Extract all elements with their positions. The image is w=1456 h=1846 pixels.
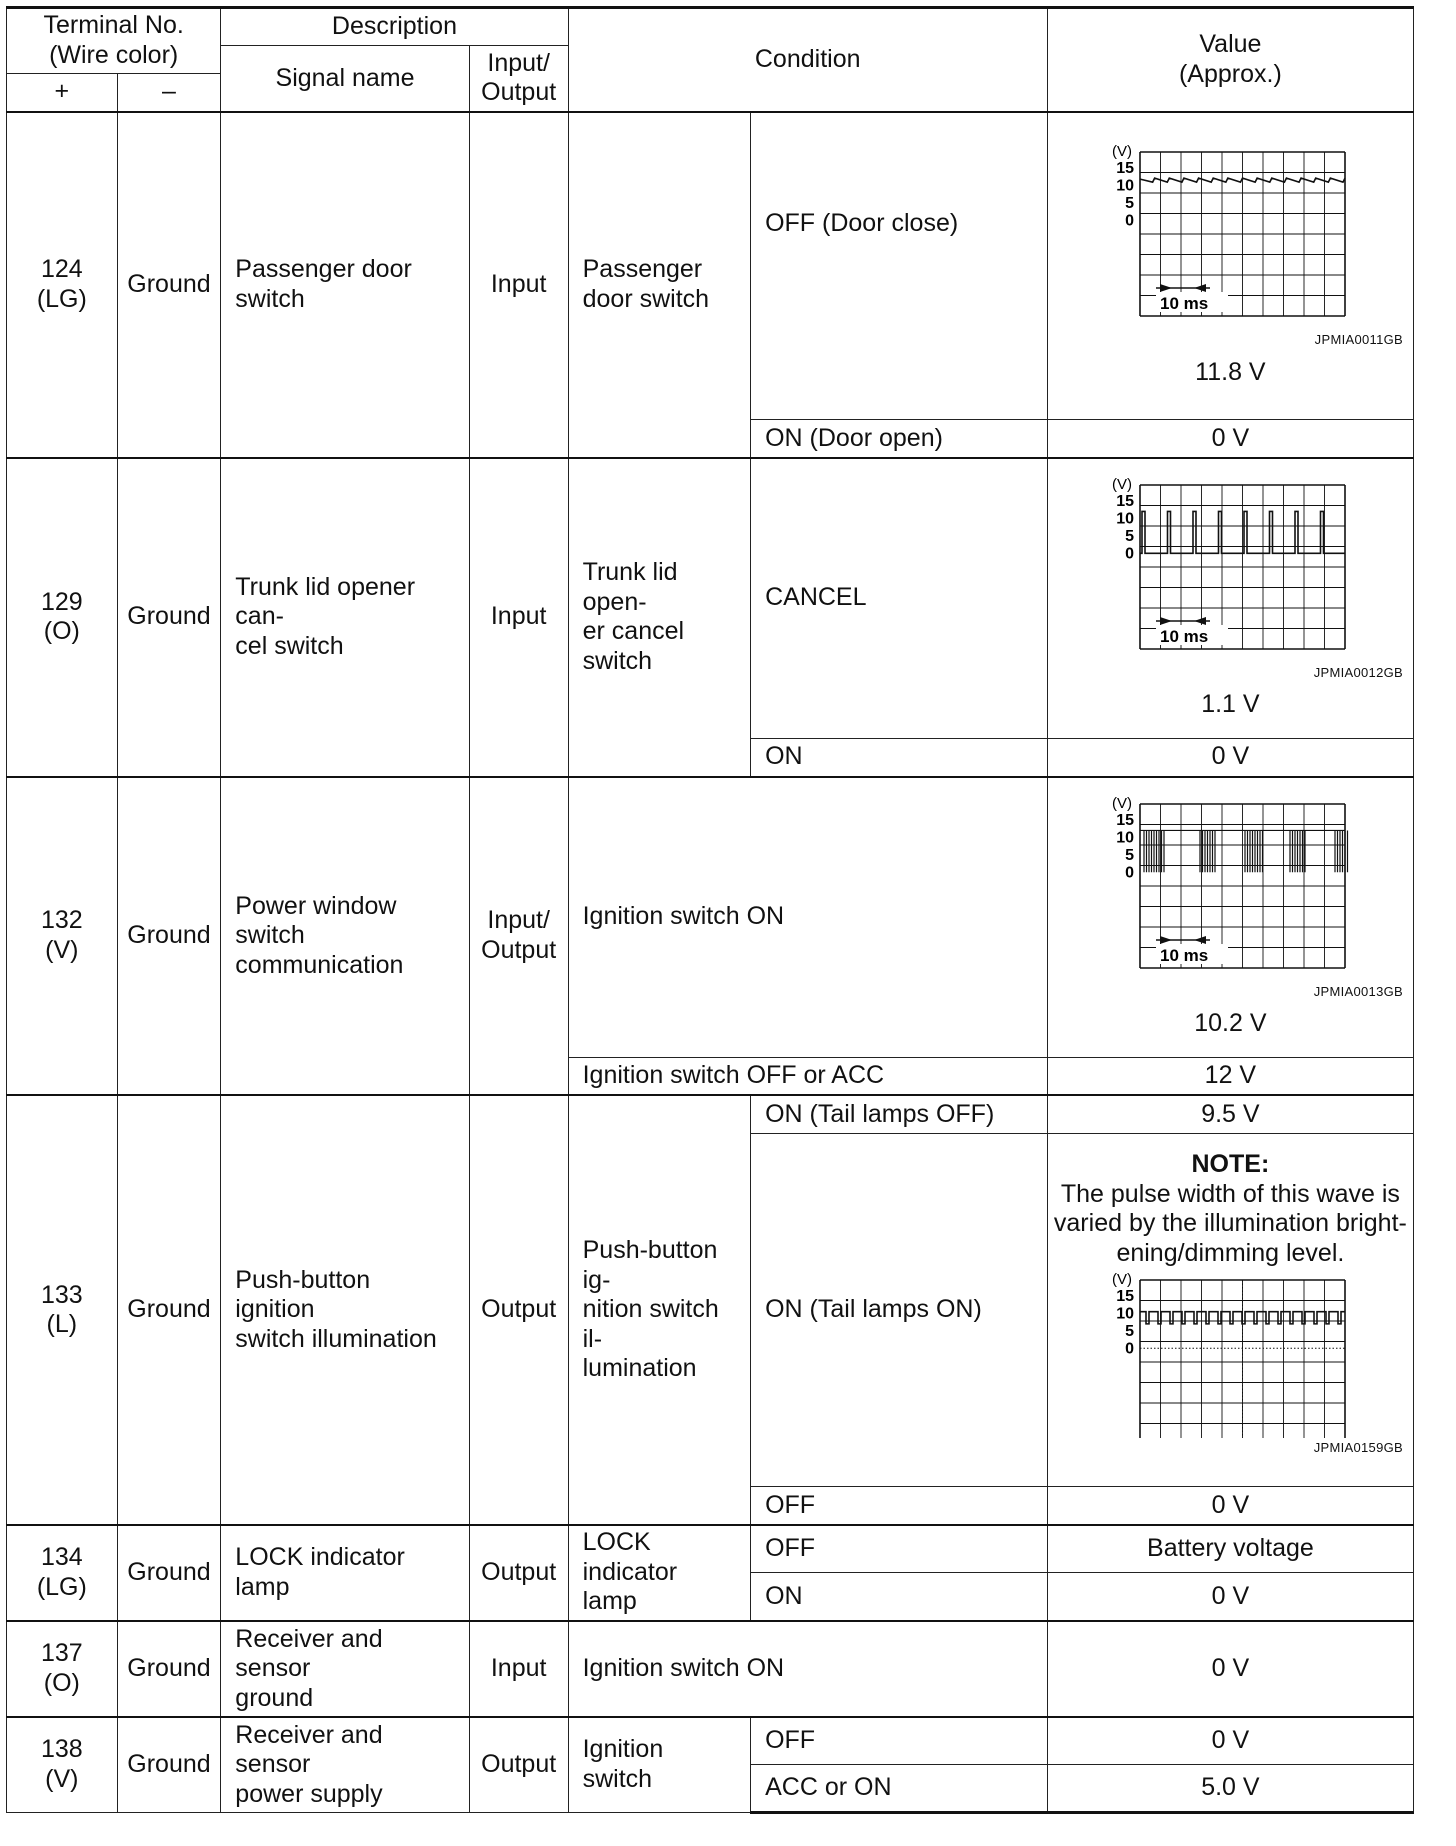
value-133-tail-on <box>1047 1134 1413 1487</box>
subcondition-138-on: ACC or ON <box>751 1765 1048 1813</box>
header-input-output: Input/ Output <box>469 46 568 112</box>
header-plus: + <box>7 73 118 111</box>
condition-124: Passenger door switch <box>568 112 750 458</box>
terminal-124: 124 (LG) <box>7 112 118 458</box>
scope-tick-label: 0 <box>1125 863 1135 881</box>
scope-unit-label: (V) <box>1112 475 1133 493</box>
value-124-on: 0 V <box>1047 419 1413 457</box>
waveform-133 <box>1060 1268 1400 1438</box>
ground-137: Ground <box>117 1621 221 1717</box>
io-133: Output <box>469 1095 568 1524</box>
signal-138: Receiver and sensor power supply <box>221 1717 469 1813</box>
header-value: Value (Approx.) <box>1047 8 1413 112</box>
terminal-table <box>6 6 1414 1814</box>
figure-code-124: JPMIA0011GB <box>1314 332 1403 348</box>
condition-134: LOCK indicator lamp <box>568 1525 750 1621</box>
condition-133: Push-button ig- nition switch il- lumination <box>568 1095 750 1524</box>
waveform-124 <box>1060 140 1400 330</box>
scope-tick-label: 15 <box>1116 811 1135 829</box>
signal-124: Passenger door switch <box>221 112 469 458</box>
note-line-1: The pulse width of this wave is <box>1060 1179 1400 1208</box>
terminal-129: 129 (O) <box>7 458 118 777</box>
subcondition-129-cancel: CANCEL <box>751 458 1048 739</box>
waveform-132 <box>1060 792 1400 982</box>
time-scale-label: 10 ms <box>1160 294 1209 314</box>
subcondition-129-on: ON <box>751 738 1048 776</box>
condition-132-off: Ignition switch OFF or ACC <box>568 1057 1047 1095</box>
value-133-off: 0 V <box>1047 1486 1413 1524</box>
scope-waveform <box>1140 830 1348 872</box>
time-scale-arrow <box>1160 617 1172 625</box>
scope-tick-label: 0 <box>1125 545 1135 563</box>
note-title: NOTE: <box>1191 1150 1270 1179</box>
scope-unit-label: (V) <box>1112 1271 1133 1289</box>
scope-tick-label: 10 <box>1116 1305 1135 1323</box>
header-condition: Condition <box>568 8 1047 112</box>
time-scale-arrow <box>1194 936 1206 944</box>
scope-tick-label: 5 <box>1125 195 1135 213</box>
scope-tick-label: 10 <box>1116 177 1135 195</box>
ground-132: Ground <box>117 777 221 1096</box>
condition-137: Ignition switch ON <box>568 1621 1047 1717</box>
signal-134: LOCK indicator lamp <box>221 1525 469 1621</box>
io-132: Input/ Output <box>469 777 568 1096</box>
scope-124 <box>1060 140 1400 330</box>
value-138-on: 5.0 V <box>1047 1765 1413 1813</box>
signal-129: Trunk lid opener can- cel switch <box>221 458 469 777</box>
subcondition-124-on: ON (Door open) <box>751 419 1048 457</box>
subcondition-138-off: OFF <box>751 1717 1048 1765</box>
io-138: Output <box>469 1717 568 1813</box>
time-scale-arrow <box>1194 284 1206 292</box>
scope-tick-label: 15 <box>1116 492 1135 510</box>
note-line-3: ening/dimming level. <box>1116 1238 1345 1267</box>
io-124: Input <box>469 112 568 458</box>
value-134-on: 0 V <box>1047 1573 1413 1621</box>
value-134-off: Battery voltage <box>1047 1525 1413 1573</box>
io-134: Output <box>469 1525 568 1621</box>
scope-tick-label: 10 <box>1116 829 1135 847</box>
header-signal-name: Signal name <box>221 46 469 112</box>
condition-129: Trunk lid open- er cancel switch <box>568 458 750 777</box>
value-132-on-text: 10.2 V <box>1194 1009 1267 1038</box>
time-scale-label: 10 ms <box>1160 626 1209 646</box>
signal-133: Push-button ignition switch illumination <box>221 1095 469 1524</box>
signal-137: Receiver and sensor ground <box>221 1621 469 1717</box>
value-129-cancel-text: 1.1 V <box>1201 690 1260 719</box>
scope-unit-label: (V) <box>1112 143 1133 161</box>
subcondition-133-off: OFF <box>751 1486 1048 1524</box>
scope-unit-label: (V) <box>1112 794 1133 812</box>
note-line-2: varied by the illumination bright- <box>1053 1209 1407 1238</box>
value-133-tail-off: 9.5 V <box>1047 1095 1413 1133</box>
terminal-132: 132 (V) <box>7 777 118 1096</box>
scope-tick-label: 15 <box>1116 1288 1135 1306</box>
terminal-134: 134 (LG) <box>7 1525 118 1621</box>
condition-138: Ignition switch <box>568 1717 750 1813</box>
scope-tick-label: 0 <box>1125 1340 1135 1358</box>
value-132-off: 12 V <box>1047 1057 1413 1095</box>
terminal-138: 138 (V) <box>7 1717 118 1813</box>
io-129: Input <box>469 458 568 777</box>
figure-code-132: JPMIA0013GB <box>1313 983 1403 999</box>
scope-tick-label: 0 <box>1125 212 1135 230</box>
condition-132-on: Ignition switch ON <box>568 777 1047 1058</box>
scope-133 <box>1060 1268 1400 1438</box>
time-scale-arrow <box>1160 936 1172 944</box>
value-124-off-text: 11.8 V <box>1195 357 1266 386</box>
subcondition-124-off: OFF (Door close) <box>751 112 1048 420</box>
time-scale-arrow <box>1194 617 1206 625</box>
value-137: 0 V <box>1047 1621 1413 1717</box>
header-minus: – <box>117 73 221 111</box>
value-124-off <box>1047 112 1413 420</box>
value-132-on <box>1047 777 1413 1058</box>
waveform-129 <box>1060 473 1400 663</box>
scope-132 <box>1060 792 1400 982</box>
value-129-cancel <box>1047 458 1413 739</box>
scope-tick-label: 5 <box>1125 527 1135 545</box>
figure-code-133: JPMIA0159GB <box>1313 1440 1403 1456</box>
value-138-off: 0 V <box>1047 1717 1413 1765</box>
ground-124: Ground <box>117 112 221 458</box>
scope-tick-label: 5 <box>1125 1323 1135 1341</box>
terminal-137: 137 (O) <box>7 1621 118 1717</box>
figure-code-129: JPMIA0012GB <box>1313 664 1403 680</box>
value-129-on: 0 V <box>1047 738 1413 776</box>
time-scale-label: 10 ms <box>1160 945 1209 965</box>
subcondition-134-on: ON <box>751 1573 1048 1621</box>
ground-138: Ground <box>117 1717 221 1813</box>
scope-tick-label: 10 <box>1116 510 1135 528</box>
signal-132: Power window switch communication <box>221 777 469 1096</box>
terminal-133: 133 (L) <box>7 1095 118 1524</box>
scope-tick-label: 5 <box>1125 846 1135 864</box>
ground-134: Ground <box>117 1525 221 1621</box>
scope-waveform <box>1140 1312 1345 1324</box>
header-description: Description <box>221 8 568 46</box>
subcondition-134-off: OFF <box>751 1525 1048 1573</box>
subcondition-133-tail-on: ON (Tail lamps ON) <box>751 1134 1048 1487</box>
scope-tick-label: 15 <box>1116 160 1135 178</box>
io-137: Input <box>469 1621 568 1717</box>
header-terminal-no: Terminal No. (Wire color) <box>7 8 221 74</box>
scope-129 <box>1060 473 1400 663</box>
ground-133: Ground <box>117 1095 221 1524</box>
ground-129: Ground <box>117 458 221 777</box>
subcondition-133-tail-off: ON (Tail lamps OFF) <box>751 1095 1048 1133</box>
time-scale-arrow <box>1160 284 1172 292</box>
